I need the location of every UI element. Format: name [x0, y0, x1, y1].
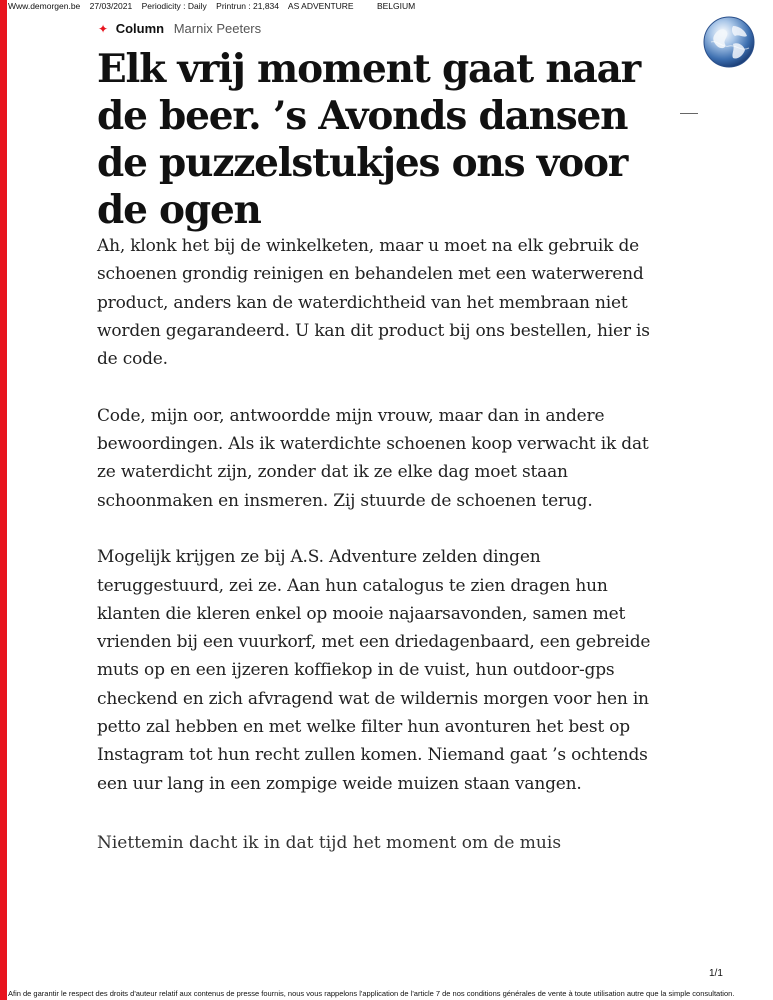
clipping-metadata [8, 1, 422, 11]
subject: AS ADVENTURE [287, 1, 354, 11]
red-margin-bar [0, 0, 7, 1000]
article-body [97, 232, 672, 826]
paragraph: Mogelijk krijgen ze bij A.S. Adventure zelden dingen teruggestuurd, zei ze. Aan hun catalogus te zien dragen hun klanten die kleren enkel op mooie najaarsavonden, samen met vrienden bij een vuurkorf, met een driedagenbaard, een gebreide muts op en een ijzeren koffiekop in de vuist, hun outdoor-gps checkend en zich afvragend wat de wildernis morgen voor hen in petto zal hebben en met welke filter hun avonturen het best op Instagram tot hun recht zullen komen. Niemand gaat ’s ochtends een uur lang in een zompige weide muizen staan vangen. [97, 547, 651, 794]
source-url: Www.demorgen.be [8, 1, 81, 11]
truncated-line [97, 833, 562, 856]
paragraph: Code, mijn oor, antwoordde mijn vrouw, maar dan in andere bewoordingen. Als ik waterdichte schoenen koop verwacht ik dat ze waterdicht zijn, zonder dat ik ze elke dag moet staan schoonmaken en insmeren. Zij stuurde de schoenen terug. [97, 405, 649, 511]
divider-dash [680, 113, 698, 114]
printrun: Printrun : 21,834 [216, 1, 280, 11]
publication-date: 27/03/2021 [89, 1, 133, 11]
periodicity: Periodicity : Daily [141, 1, 207, 11]
page-number: 1/1 [709, 968, 723, 979]
section-label: Column [115, 21, 165, 36]
article-byline [98, 21, 261, 36]
copyright-disclaimer: Afin de garantir le respect des droits d'auteur relatif aux contenus de presse fournis, nous vous rappelons l'application de l'article 7 de nos conditions générales de vente à toute utilisation autre que la simple consultation. [8, 989, 735, 998]
article-headline: Elk vrij moment gaat naar de beer. ’s Avonds dansen de puzzelstukjes ons voor de ogen [97, 46, 641, 233]
truncated-line-text: Niettemin dacht ik in dat tijd het moment om de muis [97, 833, 562, 853]
spark-icon: ✦ [98, 22, 109, 36]
globe-icon [703, 16, 755, 68]
paragraph: Ah, klonk het bij de winkelketen, maar u moet na elk gebruik de schoenen grondig reinigen en behandelen met een waterwerend product, anders kan de waterdichtheid van het membraan niet worden gegarandeerd. U kan dit product bij ons bestellen, hier is de code. [97, 236, 650, 370]
author-name: Marnix Peeters [173, 21, 262, 36]
country: BELGIUM [376, 1, 416, 11]
